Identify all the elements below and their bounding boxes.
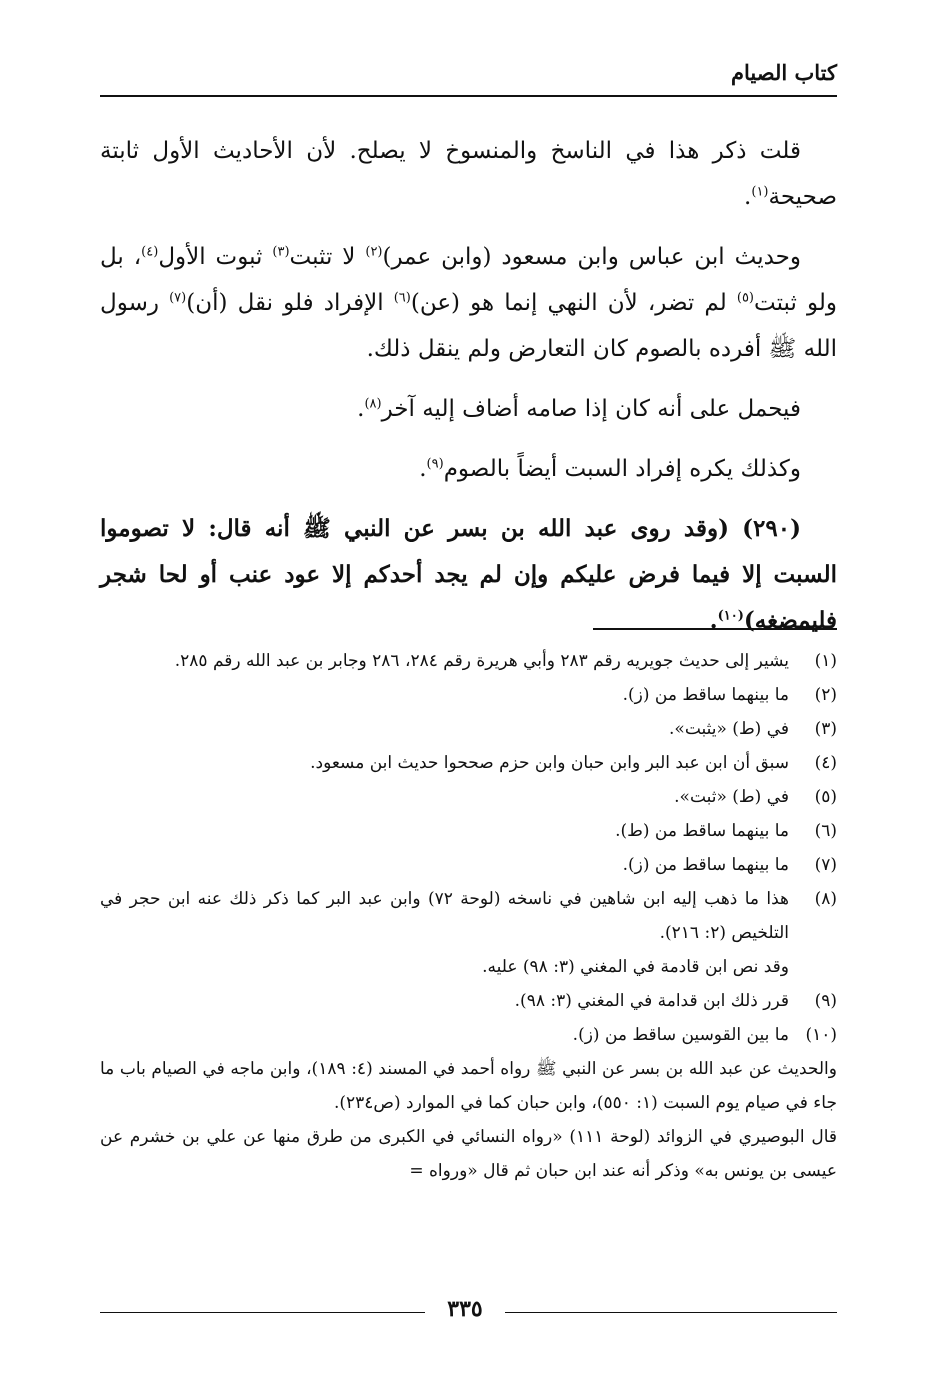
paragraph-3: [100, 386, 837, 432]
footnote-number: (١٠): [805, 1025, 837, 1045]
footnote-ref-3[interactable]: (٣): [272, 244, 290, 260]
paragraph-3-end: .: [357, 396, 365, 422]
footnote-text: قرر ذلك ابن قدامة في المغني (٣: ٩٨).: [514, 991, 789, 1011]
hadith-290-end: .: [709, 607, 718, 634]
footnote-number: (٧): [814, 855, 837, 875]
hadith-290-text: (٢٩٠) (وقد روى عبد الله بن بسر عن النبي ﷺ أنه قال: لا تصوموا السبت إلا فيما فرض عليكم وإن لم يجد أحدكم إلا عود عنب أو لحا شجر فليمضغه): [100, 515, 837, 634]
paragraph-2: [100, 234, 837, 372]
footnote-8-continuation: وقد نص ابن قادمة في المغني (٣: ٩٨) عليه.: [482, 957, 789, 977]
paragraph-2-text-c: ثبوت الأول: [158, 244, 273, 270]
footnote-8: [100, 882, 837, 950]
footnote-3: [100, 712, 837, 746]
footnotes: [100, 644, 837, 1188]
footnote-text: سبق أن ابن عبد البر وابن حبان وابن حزم صححوا حديث ابن مسعود.: [310, 753, 789, 773]
footnote-ref-8[interactable]: (٨): [364, 396, 382, 412]
paragraph-4: [100, 446, 837, 492]
footnote-2: [100, 678, 837, 712]
footnote-9: [100, 984, 837, 1018]
footnote-text: يشير إلى حديث جويريه رقم ٢٨٣ وأبي هريرة رقم ٢٨٤، ٢٨٦ وجابر بن عبد الله رقم ٢٨٥.: [174, 651, 789, 671]
footnotes-separator: [593, 628, 837, 630]
footnote-6: [100, 814, 837, 848]
footer-rule-right: [505, 1312, 837, 1313]
footnote-number: (١): [814, 651, 837, 671]
header-rule: [100, 95, 837, 97]
paragraph-3-text: فيحمل على أنه كان إذا صامه أضاف إليه آخر: [381, 396, 801, 422]
footnote-text: ما بينهما ساقط من (ط).: [615, 821, 789, 841]
footnote-10-continuation-2: قال البوصيري في الزوائد (لوحة ١١١) «رواه النسائي في الكبرى من طرق منها عن علي بن خشرم عن عيسى بن يونس به» وذكر أنه عند ابن حبان ثم قال «ورواه =: [100, 1127, 837, 1181]
paragraph-1-text: قلت ذكر هذا في الناسخ والمنسوخ لا يصلح. لأن الأحاديث الأول ثابتة صحيحة: [100, 138, 837, 210]
footnote-7: [100, 848, 837, 882]
footnote-ref-7[interactable]: (٧): [169, 290, 187, 306]
footnote-text: في (ط) «ثبت».: [674, 787, 789, 807]
paragraph-1: [100, 128, 837, 220]
paragraph-1-end: .: [744, 184, 752, 210]
main-text: [100, 128, 837, 658]
page-number: ٣٣٥: [447, 1296, 483, 1322]
paragraph-2-text-b: لا تثبت: [289, 244, 366, 270]
footnote-ref-6[interactable]: (٦): [393, 290, 411, 306]
footnote-text: هذا ما ذهب إليه ابن شاهين في ناسخه (لوحة ٧٢) وابن عبد البر كما ذكر ذلك عنه ابن حجر في التلخيص (٢: ٢١٦).: [100, 889, 789, 943]
footnote-4: [100, 746, 837, 780]
footnote-5: [100, 780, 837, 814]
paragraph-4-end: .: [419, 456, 427, 482]
paragraph-4-text: وكذلك يكره إفراد السبت أيضاً بالصوم: [443, 456, 801, 482]
footnote-number: (٦): [814, 821, 837, 841]
footnote-text: ما بينهما ساقط من (ز).: [622, 855, 789, 875]
hadith-290: [100, 506, 837, 644]
footnote-text: ما بين القوسين ساقط من (ز).: [572, 1025, 789, 1045]
footnote-ref-9[interactable]: (٩): [426, 456, 444, 472]
footnote-text: في (ط) «يثبت».: [669, 719, 789, 739]
footnote-10-continuation: والحديث عن عبد الله بن بسر عن النبي ﷺ رواه أحمد في المسند (٤: ١٨٩)، وابن ماجه في الصيام باب ما جاء في صيام يوم السبت (١: ٥٥٠)، وابن حبان كما في الموارد (ص٢٣٤).: [100, 1059, 837, 1113]
footnote-ref-10[interactable]: (١٠): [717, 608, 744, 624]
footnote-ref-2[interactable]: (٢): [365, 244, 383, 260]
footnote-number: (٥): [814, 787, 837, 807]
footnote-number: (٢): [814, 685, 837, 705]
footer-rule-left: [100, 1312, 425, 1313]
footnote-number: (٨): [814, 889, 837, 909]
paragraph-2-text-f: الإفراد فلو نقل (أن): [186, 290, 394, 316]
footnote-number: (٣): [814, 719, 837, 739]
footnote-ref-1[interactable]: (١): [751, 184, 769, 200]
footnote-ref-5[interactable]: (٥): [736, 290, 754, 306]
paragraph-2-text-g: رسول الله ﷺ أفرده بالصوم كان التعارض ولم ينقل ذلك.: [100, 290, 837, 362]
footnote-10: [100, 1018, 837, 1052]
paragraph-2-text-e: لم تضر، لأن النهي إنما هو (عن): [410, 290, 737, 316]
footnote-text: ما بينهما ساقط من (ز).: [622, 685, 789, 705]
paragraph-2-text-a: وحديث ابن عباس وابن مسعود (وابن عمر): [382, 244, 802, 270]
running-title: كتاب الصيام: [731, 60, 837, 85]
footnote-1: [100, 644, 837, 678]
footnote-ref-4[interactable]: (٤): [141, 244, 159, 260]
footnote-number: (٩): [814, 991, 837, 1011]
footnote-number: (٤): [814, 753, 837, 773]
paragraph-2-text-d: ، بل ولو ثبتت: [100, 244, 837, 316]
